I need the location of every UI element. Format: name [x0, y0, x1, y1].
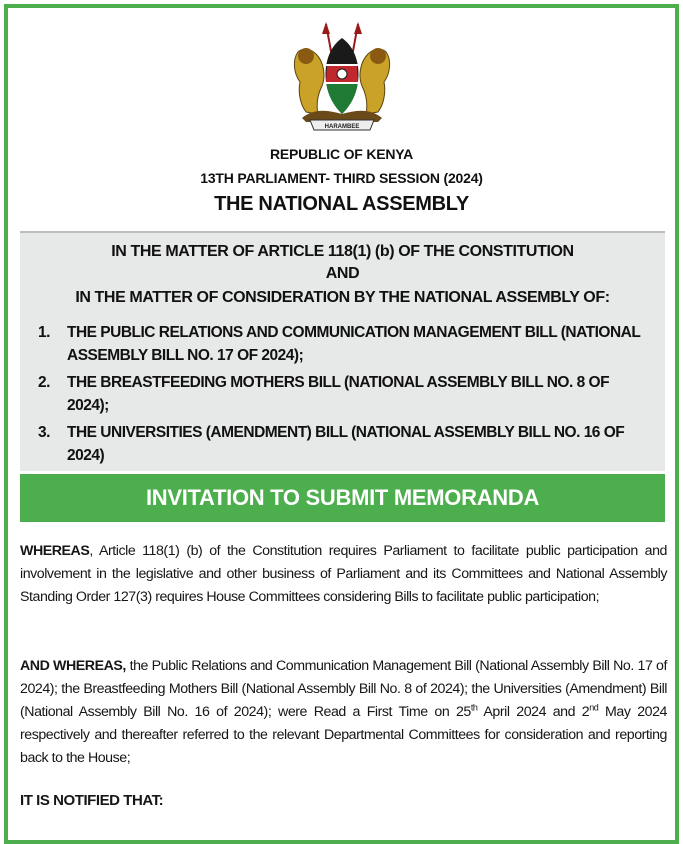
- and-whereas-lead: AND WHEREAS,: [20, 658, 126, 674]
- header-title: THE NATIONAL ASSEMBLY: [214, 193, 469, 215]
- and-whereas-paragraph: [20, 655, 667, 770]
- and-whereas-text-b: April 2024 and 2: [477, 704, 590, 720]
- matter-line-2: AND: [325, 265, 360, 282]
- bill-number: 2.: [38, 374, 50, 391]
- bill-text: THE BREASTFEEDING MOTHERS BILL (NATIONAL ASSEMBLY BILL NO. 8 OF 2024);: [67, 374, 610, 414]
- bill-text: THE PUBLIC RELATIONS AND COMMUNICATION MANAGEMENT BILL (NATIONAL ASSEMBLY BILL NO. 17 OF 2024);: [67, 324, 641, 364]
- notified-heading: IT IS NOTIFIED THAT:: [20, 792, 164, 809]
- matter-line-1: IN THE MATTER OF ARTICLE 118(1) (b) OF THE CONSTITUTION: [111, 243, 574, 260]
- coat-of-arms-emblem: [288, 22, 396, 134]
- ordinal-suffix: th: [470, 702, 478, 713]
- and-whereas-text-c: May 2024 respectively and thereafter referred to the relevant Departmental Committees for consideration and reporting back to the House;: [20, 704, 667, 766]
- ordinal-suffix: nd: [589, 702, 599, 713]
- bill-text: THE UNIVERSITIES (AMENDMENT) BILL (NATIONAL ASSEMBLY BILL NO. 16 OF 2024): [67, 424, 625, 464]
- bill-number: 1.: [38, 324, 50, 341]
- whereas-text: , Article 118(1) (b) of the Constitution requires Parliament to facilitate public participation and involvement in the legislative and other business of Parliament and its Committees and National Assembly Standing Order 127(3) requires House Committees considering Bills to facilitate public participation;: [20, 543, 667, 605]
- crest-motto: HARAMBEE: [324, 124, 360, 130]
- and-whereas-text-a: the Public Relations and Communication Management Bill (National Assembly Bill No. 17 of 2024); the Breastfeeding Mothers Bill (National Assembly Bill No. 8 of 2024); the Universities (Amendment) Bill (National Assembly Bill No. 16 of 2024); were Read a First Time on 25: [20, 658, 667, 720]
- header-session: 13TH PARLIAMENT- THIRD SESSION (2024): [200, 170, 483, 186]
- header-republic: REPUBLIC OF KENYA: [269, 146, 414, 162]
- whereas-paragraph: [20, 540, 667, 609]
- invitation-banner: INVITATION TO SUBMIT MEMORANDA: [20, 474, 665, 522]
- bill-number: 3.: [38, 424, 50, 441]
- matter-line-3: IN THE MATTER OF CONSIDERATION BY THE NATIONAL ASSEMBLY OF:: [75, 289, 610, 306]
- whereas-lead: WHEREAS: [20, 543, 90, 559]
- matter-panel: [20, 233, 665, 471]
